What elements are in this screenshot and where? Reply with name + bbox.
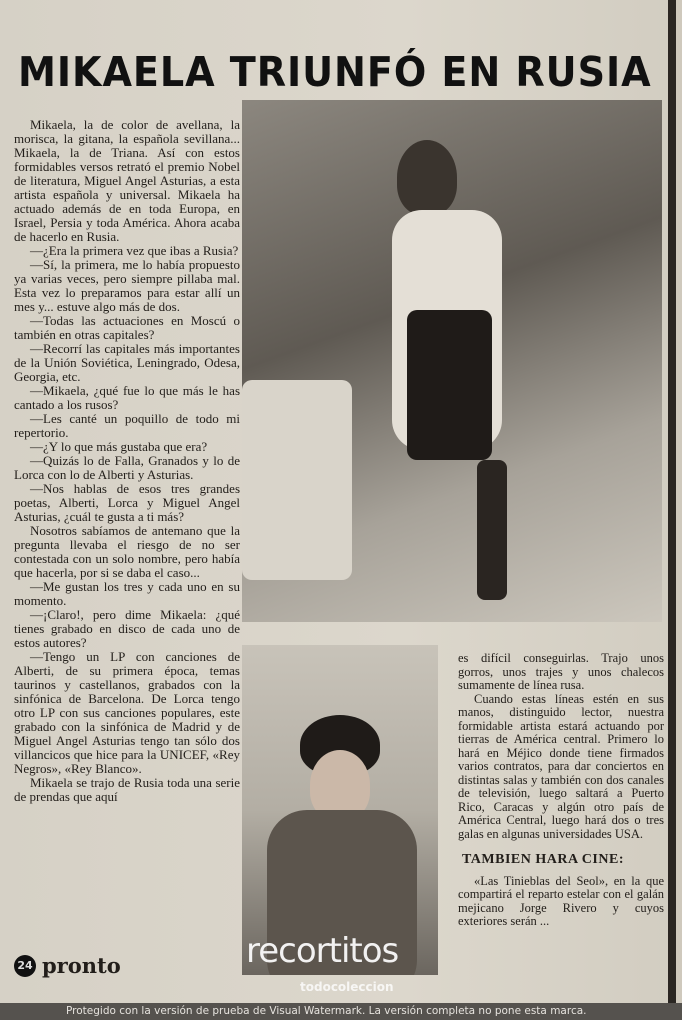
cine-paragraph: «Las Tinieblas del Seol», en la que compartirá el reparto estelar con el galán mejicano Jorge Rivero y cuyos exteriores serán ... <box>458 873 664 928</box>
paragraph: —Quizás lo de Falla, Granados y lo de Lorca con lo de Alberti y Asturias. <box>14 453 240 482</box>
paragraph: Nosotros sabíamos de antemano que la pregunta llevaba el riesgo de no ser contestada con un solo nombre, pero había que hacerla, por si se daba el caso... <box>14 523 240 580</box>
watermark-notice-bar: Protegido con la versión de prueba de Visual Watermark. La versión completa no pone esta marca. <box>0 1003 682 1020</box>
left-column <box>14 118 240 998</box>
magazine-name: pronto <box>42 953 121 978</box>
watermark-logo: recortitos <box>246 931 399 971</box>
paragraph: —¿Era la primera vez que ibas a Rusia? <box>30 243 239 258</box>
paragraph: —Todas las actuaciones en Moscú o también en otras capitales? <box>14 313 240 342</box>
page-spine <box>668 0 676 1003</box>
right-column <box>458 652 664 929</box>
paragraph: —¿Y lo que más gustaba que era? <box>30 439 208 454</box>
paragraph: —Nos hablas de esos tres grandes poetas, Alberti, Lorca y Miguel Angel Asturias, ¿cuál te gusta a ti más? <box>14 481 240 524</box>
photo-mikaela-street <box>242 100 662 622</box>
page-footer <box>14 954 240 998</box>
paragraph: —Sí, la primera, me lo había propuesto ya varias veces, pero siempre pillaba mal. Esta vez lo preparamos para estar allí un mes y... estuve algo más de dos. <box>14 257 240 314</box>
paragraph: —Les canté un poquillo de todo mi repertorio. <box>14 411 240 440</box>
paragraph: —Tengo un LP con canciones de Alberti, de su primera época, temas taurinos y castellanos, grabados con la sinfónica de Barcelona. De Lorca tengo otro LP con sus canciones populares, este grabado con la sinfónica de Madrid y de Miguel Angel Asturias tengo tan sólo dos villancicos que hice para la UNICEF, «Rey Negros», «Rey Blanco». <box>14 649 240 776</box>
subheading: TAMBIEN HARA CINE: <box>462 852 624 867</box>
watermark-sub: todocoleccion <box>300 980 394 994</box>
paragraph: —Mikaela, ¿qué fue lo que más le has cantado a los rusos? <box>14 383 240 412</box>
paragraph: Mikaela se trajo de Rusia toda una serie de prendas que aquí <box>14 775 240 804</box>
paragraph: es difícil conseguirlas. Trajo unos gorros, unos trajes y unos chalecos sumamente de línea rusa. <box>458 651 664 692</box>
page-number: 24 <box>14 955 36 977</box>
photo-mikaela-portrait <box>242 645 438 975</box>
paragraph: —Recorrí las capitales más importantes de la Unión Soviética, Leningrado, Odesa, Georgia, etc. <box>14 341 240 384</box>
paragraph: Cuando estas líneas estén en sus manos, distinguido lector, nuestra formidable artista estará actuando por tierras de América central. Primero lo hará en Méjico donde tiene firmados varios contratos, para dar conciertos en distintas salas y también con dos canales de televisión, luego saltará a Puerto Rico, Caracas y algún otro país de América Central, luego hará dos o tres galas en algunas universidades USA. <box>458 691 664 841</box>
paragraph: Mikaela, la de color de avellana, la morisca, la gitana, la española sevillana... Mikaela, la de Triana. Así con estos formidables versos retrató el premio Nobel de literatura, Miguel Angel Asturias, a esta artista española y universal. Mikaela ha actuado además de en toda Europa, en Israel, Persia y toda América. Ahora acaba de hacerlo en Rusia. <box>14 117 240 244</box>
paragraph: —Me gustan los tres y cada uno en su momento. <box>14 579 240 608</box>
paragraph: —¡Claro!, pero dime Mikaela: ¿qué tienes grabado en disco de cada uno de estos autores? <box>14 607 240 650</box>
article-title: MIKAELA TRIUNFÓ EN RUSIA <box>18 48 652 96</box>
